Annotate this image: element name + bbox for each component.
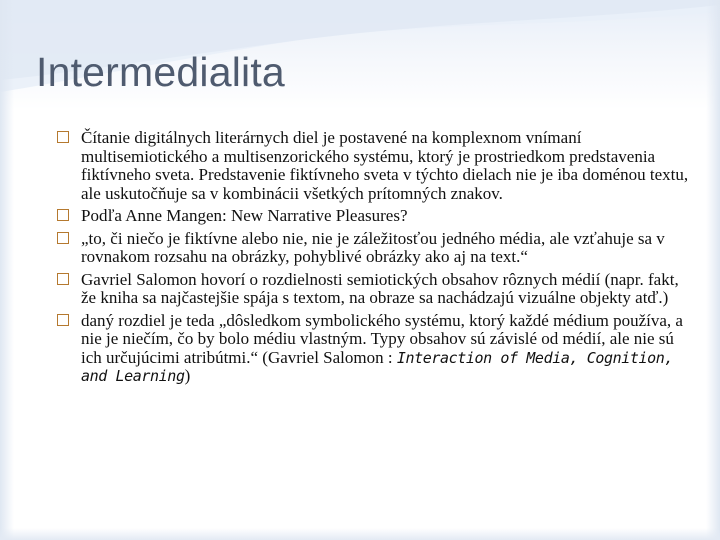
bottom-frame-shadow — [0, 528, 720, 540]
bullet-item-anne-mangen — [57, 207, 691, 226]
hollow-square-bullet-icon — [57, 273, 69, 285]
bullet-item-quote — [57, 230, 691, 267]
bullet-text: daný rozdiel je teda „dôsledkom symbolického systému, ktorý každé médium používa, a nie je niečím, čo by bolo médiu vlastným. Typy obsahov sú závislé od médií, ale nie sú ich určujúcimi atribútmi.“ (Gavriel Salomon : — [81, 310, 683, 367]
citation-close: ) — [184, 366, 191, 385]
bullet-text: Gavriel Salomon hovorí o rozdielnosti semiotických obsahov rôznych médií (napr. fakt, že kniha sa najčastejšie spája s textom, na obraze sa nachádzajú vizuálne objekty atď.) — [81, 269, 679, 307]
hollow-square-bullet-icon — [57, 209, 69, 221]
bullet-text: Podľa Anne Mangen: New Narrative Pleasures? — [81, 206, 408, 225]
bullet-text: „to, či niečo je fiktívne alebo nie, nie je záležitosťou jedného média, ale vzťahuje sa v rovnakom rozsahu na obrázky, pohyblivé obrázky ako aj na text.“ — [81, 228, 665, 266]
bullet-item-gavriel-salomon — [57, 271, 691, 308]
bullet-item-symbolic-system — [57, 312, 691, 386]
hollow-square-bullet-icon — [57, 314, 69, 326]
left-frame-shadow — [0, 0, 14, 540]
citation-title: Interaction of Media, Cognition, and Learning — [81, 348, 674, 385]
slide-title: Intermedialita — [36, 49, 285, 95]
bullet-item-digital-reading — [57, 129, 691, 203]
hollow-square-bullet-icon — [57, 131, 69, 143]
bullet-text: Čítanie digitálnych literárnych diel je postavené na komplexnom vnímaní multisemiotického a multisenzorického systému, ktorý je prostriedkom predstavenia fiktívneho sveta. Predstavenie fiktívneho sveta v týchto dielach nie je iba doménou textu, ale uskutočňuje sa v kombinácii všetkých prítomných znakov. — [81, 128, 689, 203]
hollow-square-bullet-icon — [57, 232, 69, 244]
bullet-list — [57, 129, 691, 390]
right-frame-shadow — [706, 0, 720, 540]
